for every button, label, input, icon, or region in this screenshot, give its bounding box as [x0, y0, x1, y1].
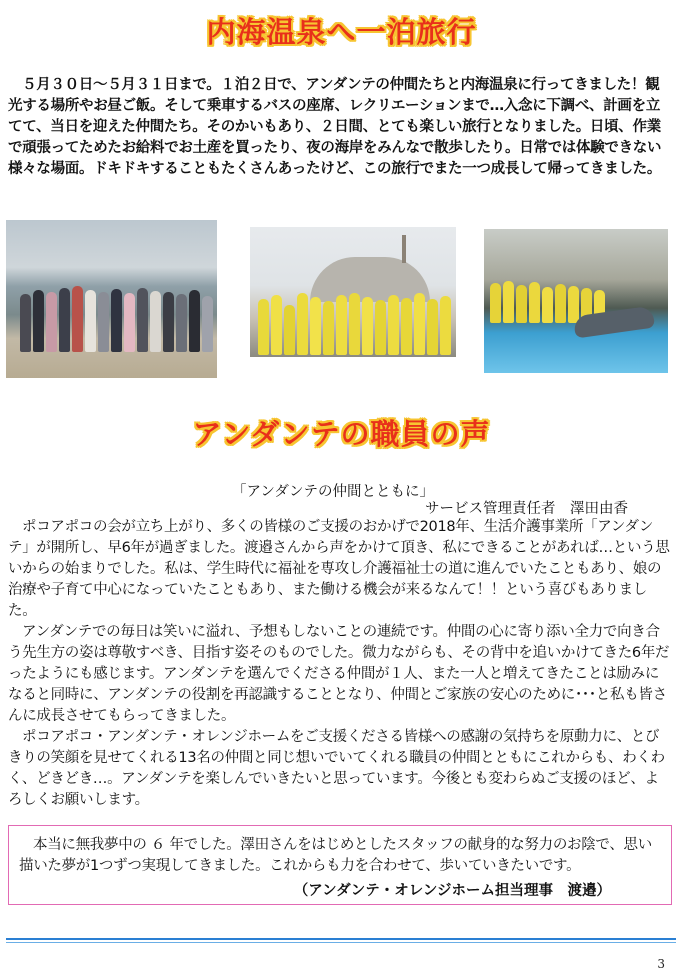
closing-message-box: [8, 825, 672, 905]
staff-heading: アンダンテの職員の声: [192, 417, 491, 451]
essay-paragraph: アンダンテでの毎日は笑いに溢れ、予想もしないことの連続です。仲間の心に寄り添い全力で向き合う先生方の姿は尊敬すべき、目指す姿そのものでした。微力ながらも、その背中を追いかけてきた6年だったようにも感じます。アンダンテを選んでくださる仲間が１人、また一人と増えてきたことは励みになると同時に、アンダンテの役割を再認識することとなり、仲間とご家族の安心のために･･･と私も皆さんに成長させてもらってきました。: [8, 624, 670, 724]
essay-title: 「アンダンテの仲間とともに」: [232, 484, 434, 500]
essay-author: サービス管理責任者 澤田由香: [425, 501, 628, 517]
dolphin-show-photo: [484, 229, 668, 373]
essay-paragraph: ポコアポコの会が立ち上がり、多くの皆様のご支援のおかげで2018年、生活介護事業所「アンダンテ」が開所し、早6年が過ぎました。渡邉さんから声をかけて頂き、私にできることがあれば…という思いからの始まりでした。私は、学生時代に福祉を専攻し介護福祉士の道に進んでいたこともあり、娘の治療や子育て中心になっていたこともあり、また働ける機会が来るなんて！！という喜びもありました。: [8, 519, 670, 619]
trip-heading: 内海温泉へ一泊旅行: [206, 15, 477, 49]
footer-rule-thin: [6, 942, 676, 943]
essay-paragraph: ポコアポコ・アンダンテ・オレンジホームをご支援くださる皆様への感謝の気持ちを原動力に、とびきりの笑顔を見せてくれる13名の仲間と同じ想いでいてくれる職員の仲間とともにこれからも、わくわく、どきどき…。アンダンテを楽しんでいきたいと思っています。今後とも変わらぬご支援のほど、よろしくお願いします。: [8, 729, 665, 808]
page-number: 3: [657, 957, 665, 971]
footer-rule: [6, 938, 676, 940]
beach-group-photo: [6, 220, 217, 378]
closing-message: 本当に無我夢中の ６ 年でした。澤田さんをはじめとしたスタッフの献身的な努力のお陰で、思い描いた夢が1つずつ実現してきました。これからも力を合わせて、歩いていきたいです。: [19, 837, 652, 874]
trip-body-text: ５月３０日〜５月３１日まで。１泊２日で、アンダンテの仲間たちと内海温泉に行ってきました！観光する場所やお昼ご飯。そして乗車するバスの座席、レクリエーションまで…入念に下調べ、計画を立てて、当日を迎えた仲間たち。そのかいもあり、２日間、とても楽しい旅行となりました。日頃、作業で頑張ってためたお給料でお土産を買ったり、夜の海岸をみんなで散歩したり。日常では体験できない様々な場面。ドキドキすることもたくさんあったけど、この旅行でまた一つ成長して帰ってきました。: [8, 77, 662, 177]
dome-group-photo: [250, 227, 456, 357]
closing-signature: （アンダンテ・オレンジホーム担当理事 渡邉）: [293, 883, 611, 899]
essay-body: [8, 517, 672, 811]
